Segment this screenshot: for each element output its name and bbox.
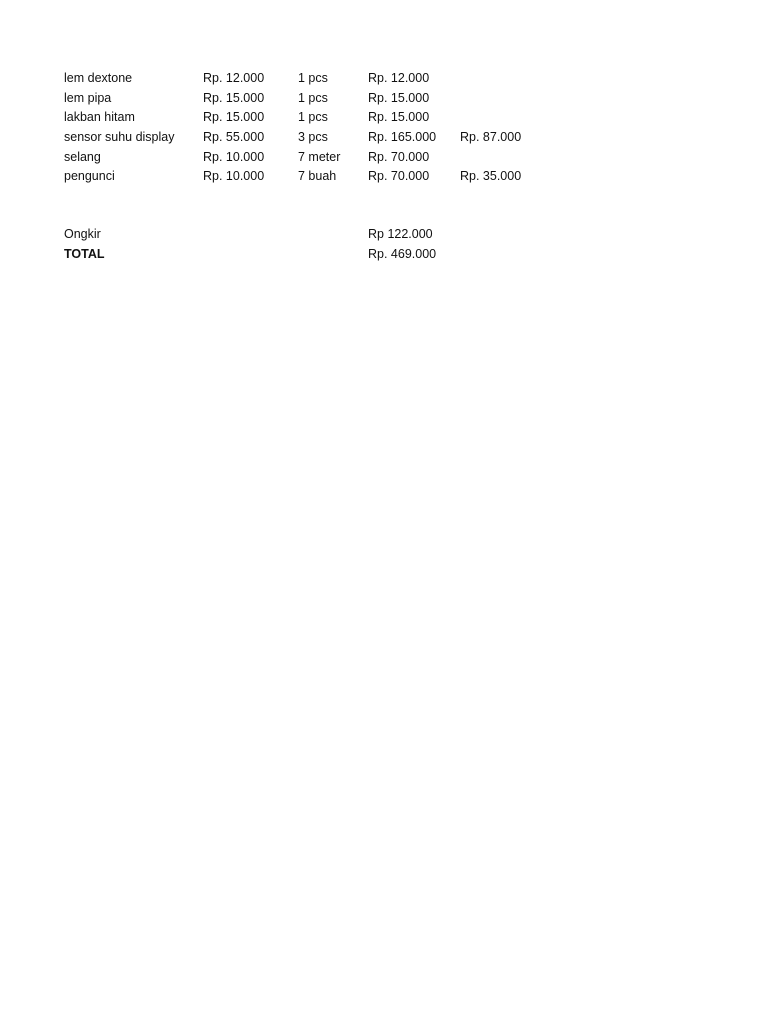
ongkir-value: Rp 122.000 [368, 227, 433, 242]
item-row [64, 148, 704, 168]
blank-row-gap [64, 187, 704, 225]
spreadsheet-page [64, 69, 704, 265]
total-label: TOTAL [64, 246, 105, 261]
item-price: Rp. 12.000 [203, 71, 265, 85]
ongkir-label: Ongkir [64, 227, 101, 242]
item-quantity: 1 pcs [298, 90, 328, 105]
item-name: lem dextone [64, 71, 133, 85]
item-row [64, 89, 704, 109]
item-quantity: 3 pcs [298, 130, 328, 145]
item-price: Rp. 10.000 [203, 149, 265, 164]
item-quantity: 7 meter [298, 149, 341, 164]
item-quantity: 1 pcs [298, 71, 328, 85]
item-subtotal: Rp. 12.000 [368, 71, 430, 85]
item-subtotal: Rp. 70.000 [368, 149, 430, 164]
item-quantity: 1 pcs [298, 110, 328, 125]
item-row [64, 69, 704, 89]
item-price: Rp. 10.000 [203, 169, 265, 184]
item-subtotal: Rp. 15.000 [368, 110, 430, 125]
item-price: Rp. 55.000 [203, 130, 265, 145]
total-value: Rp. 469.000 [368, 246, 437, 261]
item-subtotal: Rp. 165.000 [368, 130, 437, 145]
item-name: pengunci [64, 169, 115, 184]
item-row [64, 167, 704, 187]
item-name: lem pipa [64, 90, 112, 105]
item-name: lakban hitam [64, 110, 135, 125]
item-extra: Rp. 35.000 [460, 169, 522, 184]
item-subtotal: Rp. 70.000 [368, 169, 430, 184]
item-subtotal: Rp. 15.000 [368, 90, 430, 105]
item-row [64, 128, 704, 148]
item-price: Rp. 15.000 [203, 110, 265, 125]
total-row [64, 245, 704, 265]
item-name: sensor suhu display [64, 130, 175, 145]
item-quantity: 7 buah [298, 169, 337, 184]
ongkir-row [64, 225, 704, 245]
item-price: Rp. 15.000 [203, 90, 265, 105]
item-row [64, 108, 704, 128]
item-name: selang [64, 149, 101, 164]
item-extra: Rp. 87.000 [460, 130, 522, 145]
